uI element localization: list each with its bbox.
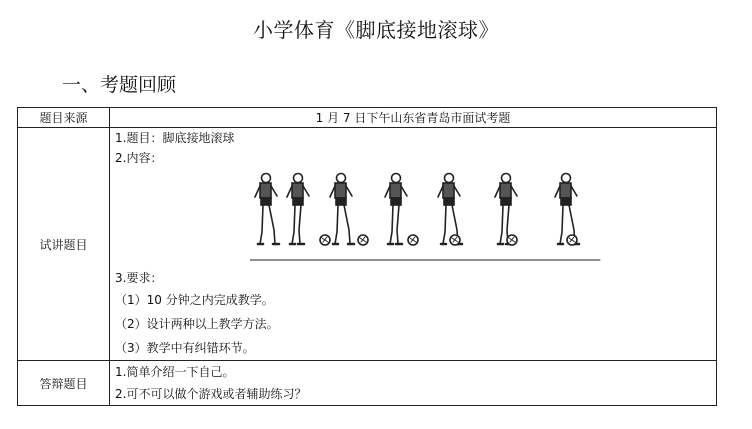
- player-shorts: [561, 198, 571, 205]
- table-row-source: [18, 108, 717, 128]
- source-value: 1 月 7 日下午山东省青岛市面试考题: [110, 108, 717, 128]
- player-legs: [292, 205, 301, 244]
- player-head: [445, 174, 454, 183]
- defense-question: 2.可不可以做个游戏或者辅助练习？: [115, 387, 307, 401]
- player-shorts: [501, 198, 511, 205]
- table-row-trial: [18, 128, 717, 361]
- player-shirt: [443, 183, 454, 198]
- section-heading: 一、考题回顾: [62, 74, 177, 96]
- player-legs: [335, 205, 350, 244]
- requirement-item: （2）设计两种以上教学方法。: [115, 317, 279, 331]
- defense-label: 答辩题目: [18, 361, 110, 406]
- defense-content: [110, 361, 717, 406]
- player-head: [262, 174, 271, 183]
- figure-container: [110, 168, 716, 268]
- trial-label: 试讲题目: [18, 128, 110, 361]
- player-shirt: [260, 183, 271, 198]
- player-head: [337, 174, 346, 183]
- trial-topic: 1.题目：脚底接地滚球: [115, 131, 235, 145]
- player-shorts: [336, 198, 346, 205]
- requirement-item: （1）10 分钟之内完成教学。: [115, 293, 274, 307]
- source-label: 题目来源: [18, 108, 110, 128]
- player-shirt: [560, 183, 571, 198]
- defense-question: 1.简单介绍一下自己。: [115, 365, 235, 379]
- player-shorts: [261, 198, 271, 205]
- player-shirt: [500, 183, 511, 198]
- player-shorts: [444, 198, 454, 205]
- trial-content-label: 2.内容：: [115, 151, 163, 165]
- trial-content: [110, 128, 717, 361]
- requirements-label: 3.要求：: [115, 271, 163, 285]
- player-legs: [260, 205, 275, 244]
- player-head: [294, 174, 303, 183]
- table-row-defense: [18, 361, 717, 406]
- player-head: [502, 174, 511, 183]
- soccer-dribble-sequence-illustration: [250, 170, 620, 266]
- player-shirt: [390, 183, 401, 198]
- player-legs: [390, 205, 399, 244]
- player-shirt: [292, 183, 303, 198]
- requirement-item: （3）教学中有纠错环节。: [115, 341, 255, 355]
- player-head: [392, 174, 401, 183]
- document-title: 小学体育《脚底接地滚球》: [253, 18, 499, 42]
- player-shirt: [335, 183, 346, 198]
- player-head: [562, 174, 571, 183]
- player-shorts: [293, 198, 303, 205]
- exam-table: [17, 107, 717, 406]
- player-shorts: [391, 198, 401, 205]
